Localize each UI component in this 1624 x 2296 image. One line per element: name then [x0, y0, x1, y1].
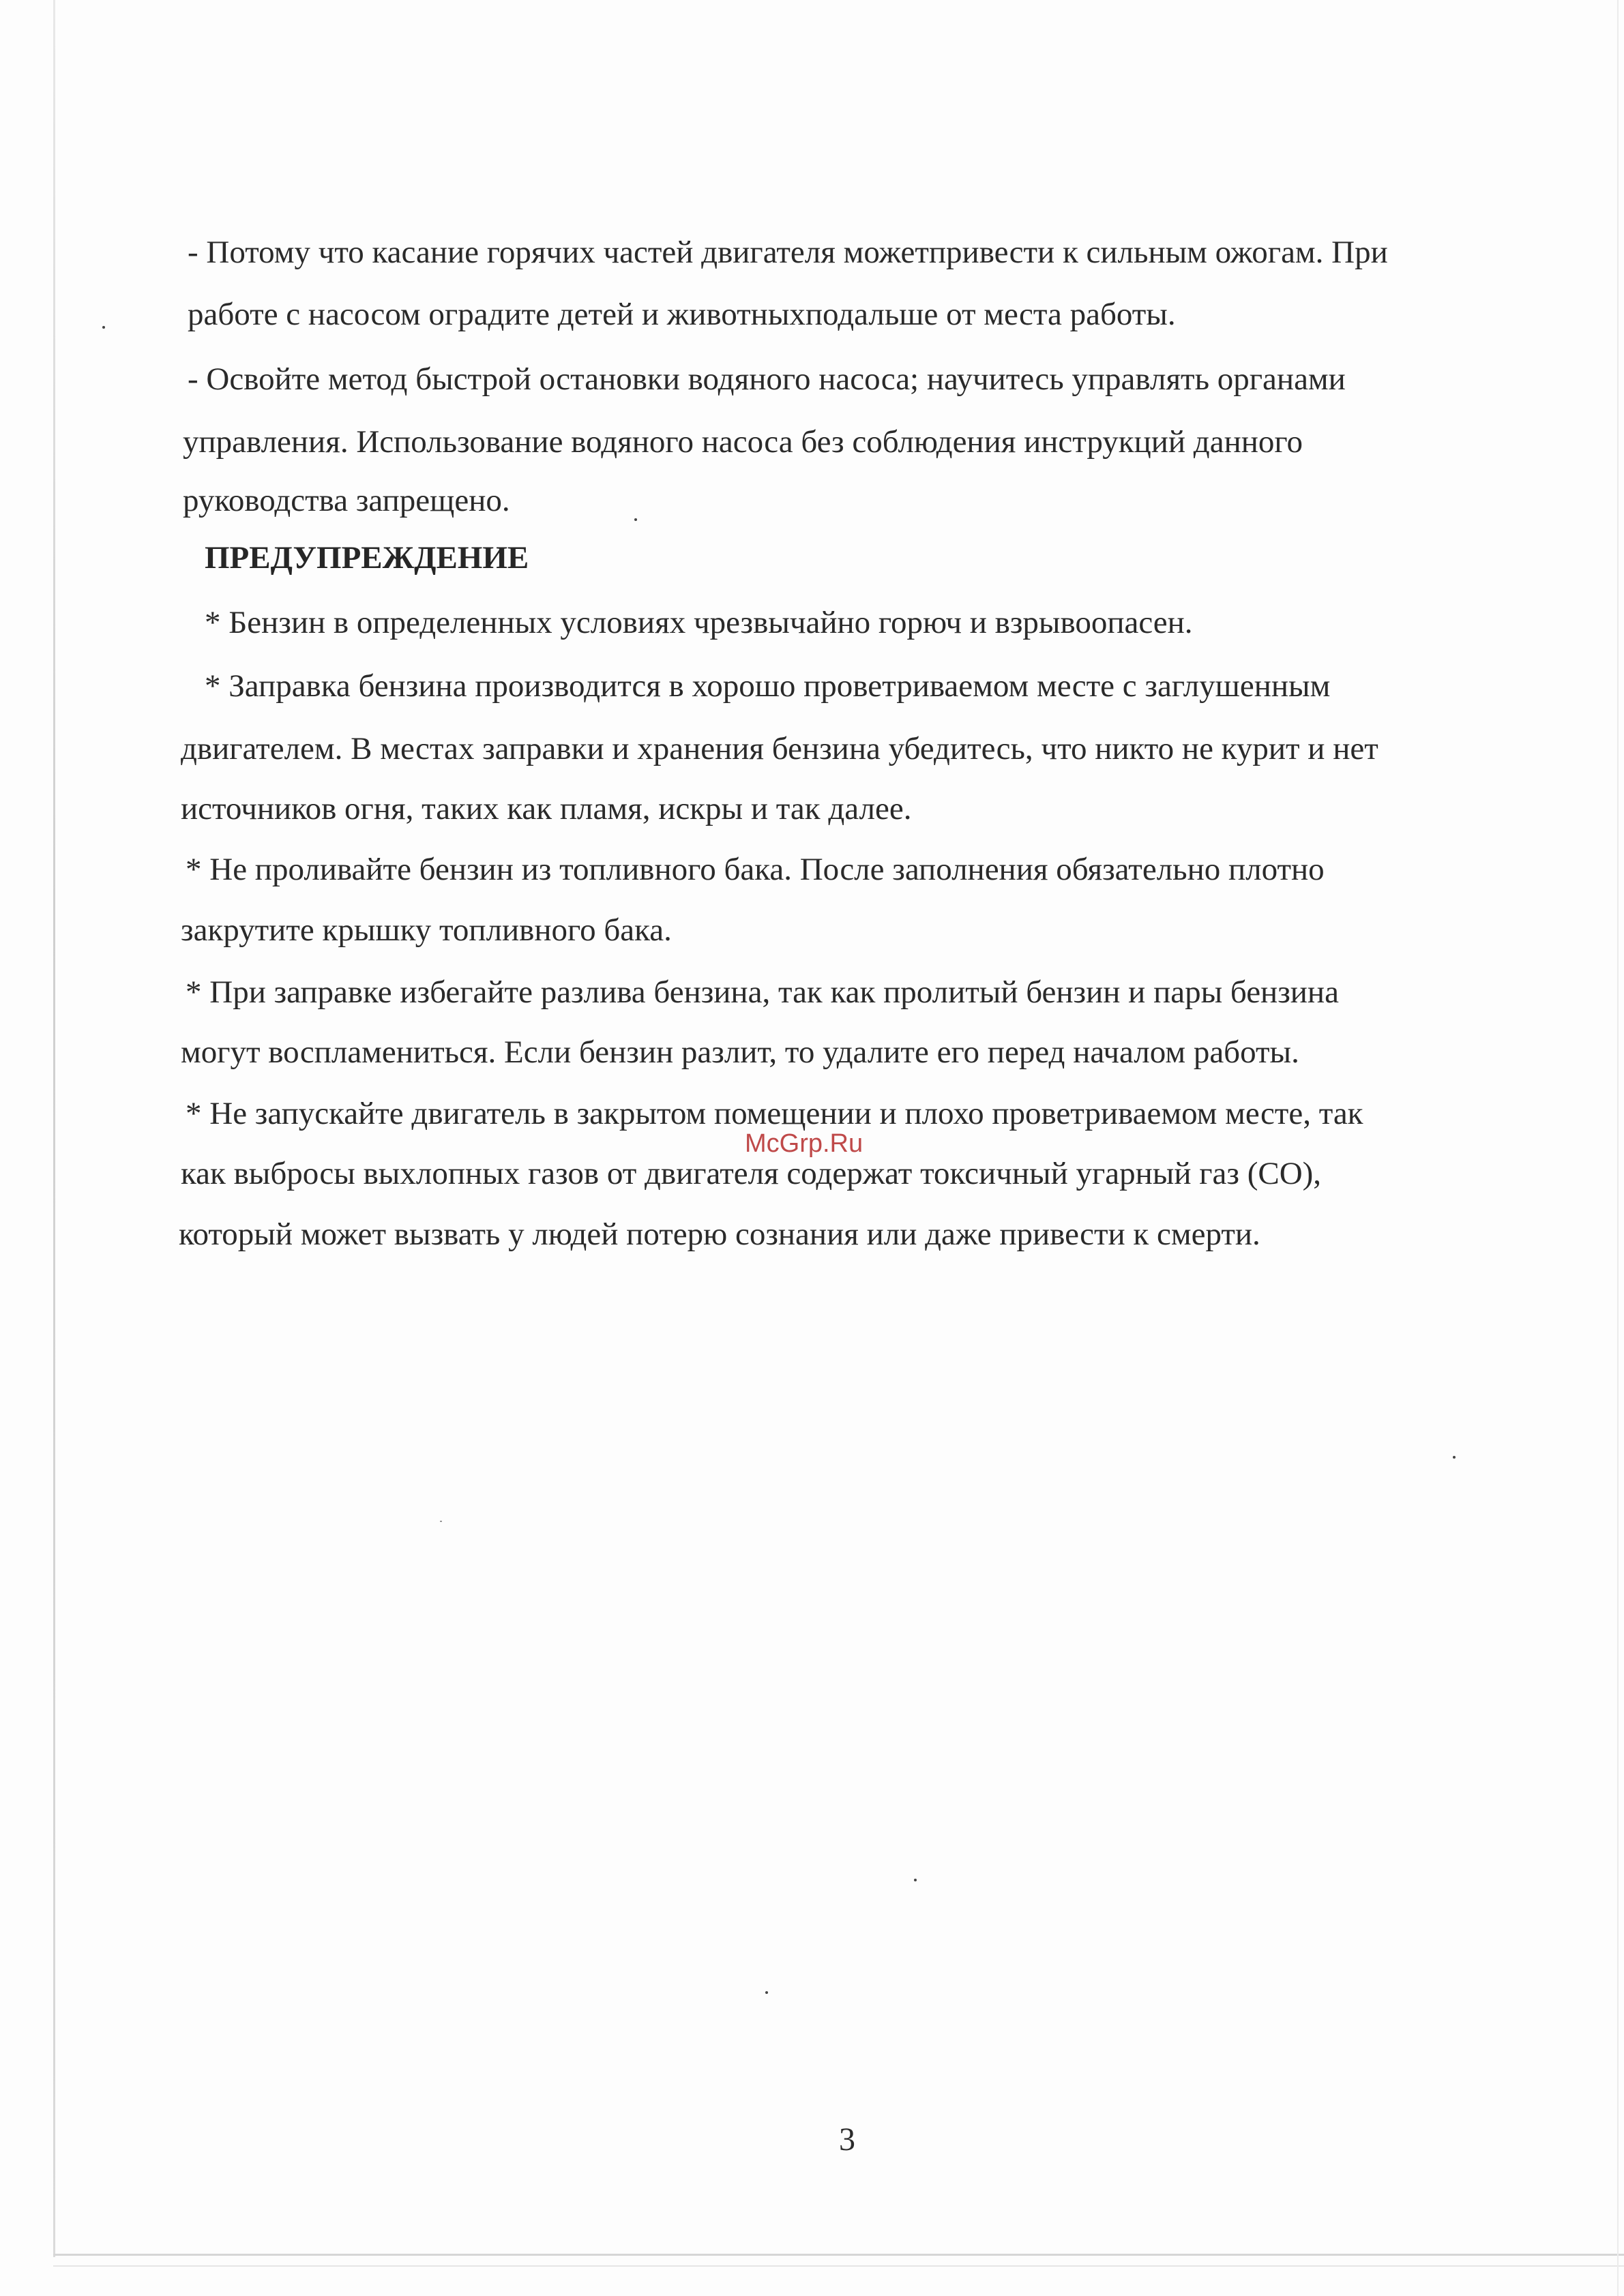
warning-line: * Заправка бензина производится в хорошо проветриваемом месте с заглушенным	[205, 668, 1331, 704]
warning-line: * Бензин в определенных условиях чрезвычайно горюч и взрывоопасен.	[205, 605, 1193, 640]
warning-line: * При заправке избегайте разлива бензина, так как пролитый бензин и пары бензина	[186, 974, 1339, 1010]
page-bottom-edge	[53, 2254, 1624, 2256]
watermark: McGrp.Ru	[745, 1129, 863, 1158]
page-number: 3	[839, 2121, 855, 2158]
warning-line: * Не запускайте двигатель в закрытом помещении и плохо проветриваемом месте, так	[186, 1096, 1363, 1131]
warning-line: * Не проливайте бензин из топливного бака. После заполнения обязательно плотно	[186, 852, 1325, 887]
warning-line: источников огня, таких как пламя, искры и так далее.	[181, 791, 912, 826]
paragraph-line: работе с насосом оградите детей и животныхподальше от места работы.	[188, 297, 1176, 332]
warning-line: могут воспламениться. Если бензин разлит, то удалите его перед началом работы.	[181, 1034, 1299, 1070]
warning-line: двигателем. В местах заправки и хранения бензина убедитесь, что никто не курит и нет	[181, 731, 1378, 766]
paragraph-line: руководства запрещено.	[183, 483, 510, 518]
paragraph-line: - Освойте метод быстрой остановки водяного насоса; научитесь управлять органами	[188, 361, 1346, 397]
warning-heading: ПРЕДУПРЕЖДЕНИЕ	[205, 540, 529, 576]
warning-line: закрутите крышку топливного бака.	[181, 912, 672, 948]
page-right-edge	[1617, 0, 1619, 2296]
scan-speck	[634, 518, 637, 521]
scan-speck	[440, 1521, 442, 1522]
scan-speck	[765, 1991, 768, 1994]
scan-speck	[102, 326, 105, 329]
page-bottom-edge-inner	[53, 2265, 1624, 2267]
warning-line: который может вызвать у людей потерю сознания или даже привести к смерти.	[179, 1217, 1260, 1252]
scan-speck	[914, 1879, 917, 1881]
warning-line: как выбросы выхлопных газов от двигателя содержат токсичный угарный газ (CO),	[181, 1156, 1322, 1191]
page-left-edge	[53, 0, 55, 2257]
scan-speck	[1453, 1456, 1456, 1459]
paragraph-line: - Потому что касание горячих частей двигателя можетпривести к сильным ожогам. При	[188, 235, 1388, 270]
paragraph-line: управления. Использование водяного насоса без соблюдения инструкций данного	[183, 424, 1303, 460]
